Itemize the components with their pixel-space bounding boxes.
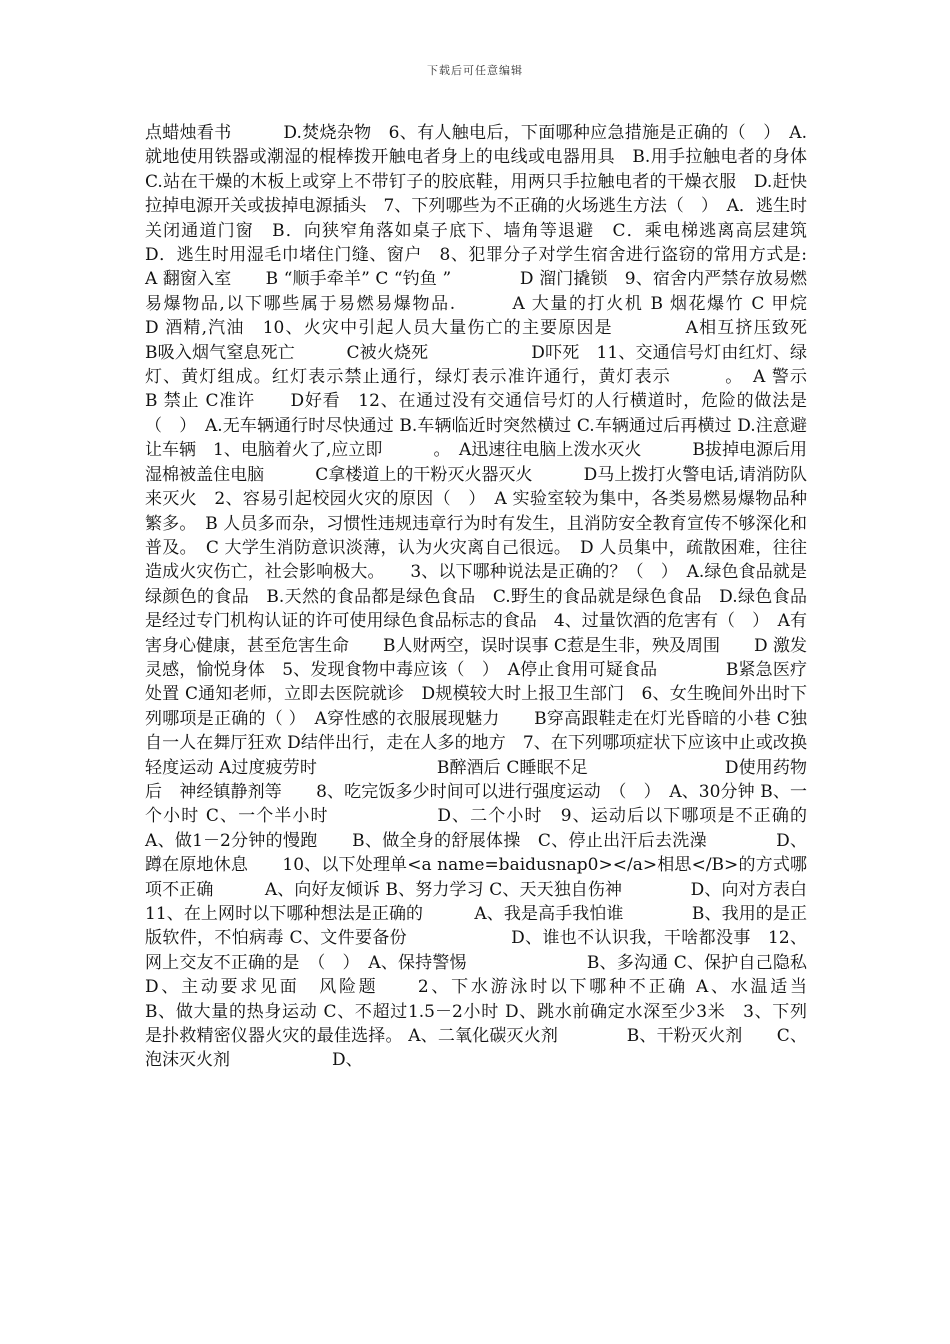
- document-body-text: 点蜡烛看书 D.焚烧杂物 6、有人触电后，下面哪种应急措施是正确的（ ） A.就地使用铁器或潮湿的棍棒拨开触电者身上的电线或电器用具 B.用手拉触电者的身体 C.站在干燥的木板上或穿上不带钉子的胶底鞋，用两只手拉触电者的干燥衣服 D.赶快拉掉电源开关或拔掉电源插头 7、下列哪些为不正确的火场逃生方法（ ） A．逃生时关闭通道门窗 B．向狭窄角落如桌子底下、墙角等退避 C．乘电梯逃离高层建筑 D．逃生时用湿毛巾堵住门缝、窗户 8、犯罪分子对学生宿舍进行盗窃的常用方式是: A 翻窗入室 B “顺手牵羊” C “钓鱼 ” D 溜门撬锁 9、宿舍内严禁存放易燃易爆物品,以下哪些属于易燃易爆物品. A 大量的打火机 B 烟花爆竹 C 甲烷 D 酒精,汽油 10、火灾中引起人员大量伤亡的主要原因是 A相互挤压致死 B吸入烟气窒息死亡 C被火烧死 D吓死 11、交通信号灯由红灯、绿灯、黄灯组成。红灯表示禁止通行，绿灯表示准许通行，黄灯表示 。 A 警示 B 禁止 C准许 D好看 12、在通过没有交通信号灯的人行横道时，危险的做法是（ ） A.无车辆通行时尽快通过 B.车辆临近时突然横过 C.车辆通过后再横过 D.注意避让车辆 1、电脑着火了,应立即 。 A迅速往电脑上泼水灭火 B拔掉电源后用湿棉被盖住电脑 C拿楼道上的干粉灭火器灭火 D马上拨打火警电话,请消防队来灭火 2、容易引起校园火灾的原因（ ） A 实验室较为集中，各类易燃易爆物品种繁多。 B 人员多而杂，习惯性违规违章行为时有发生，且消防安全教育宣传不够深化和普及。 C 大学生消防意识淡薄，认为火灾离自己很远。 D 人员集中，疏散困难，往往造成火灾伤亡，社会影响极大。 3、以下哪种说法是正确的？（ ） A.绿色食品就是绿颜色的食品 B.天然的食品都是绿色食品 C.野生的食品就是绿色食品 D.绿色食品是经过专门机构认证的许可使用绿色食品标志的食品 4、过量饮酒的危害有（ ） A有害身心健康，甚至危害生命 B人财两空，误时误事 C惹是生非，殃及周围 D 激发灵感，愉悦身体 5、发现食物中毒应该（ ） A停止食用可疑食品 B紧急医疗处置 C通知老师，立即去医院就诊 D规模较大时上报卫生部门 6、女生晚间外出时下列哪项是正确的（ ） A穿性感的衣服展现魅力 B穿高跟鞋走在灯光昏暗的小巷 C独自一人在舞厅狂欢 D结伴出行，走在人多的地方 7、在下列哪项症状下应该中止或改换轻度运动 A过度疲劳时 B醉酒后 C睡眠不足 D使用药物后 神经镇静剂等 8、吃完饭多少时间可以进行强度运动 （ ） A、30分钟 B、一个小时 C、一个半小时 D、二个小时 9、运动后以下哪项是不正确的 A、做1－2分钟的慢跑 B、做全身的舒展体操 C、停止出汗后去洗澡 D、蹲在原地休息 10、以下处理单<a name=baidusnap0></a>相思</B>的方式哪项不正确 A、向好友倾诉 B、努力学习 C、天天独自伤神 D、向对方表白 11、在上网时以下哪种想法是正确的 A、我是高手我怕谁 B、我用的是正版软件，不怕病毒 C、文件要备份 D、谁也不认识我，干啥都没事 12、网上交友不正确的是 （ ） A、保持警惕 B、多沟通 C、保护自己隐私 D、主动要求见面 风险题 2、下水游泳时以下哪种不正确 A、水温适当 B、做大量的热身运动 C、不超过1.5－2小时 D、跳水前确定水深至少3米 3、下列 是扑救精密仪器火灾的最佳选择。 A、二氧化碳灭火剂 B、干粉灭火剂 C、泡沫灭火剂 D、: [145, 123, 943, 1071]
- page-header: 下载后可任意编辑: [427, 64, 523, 77]
